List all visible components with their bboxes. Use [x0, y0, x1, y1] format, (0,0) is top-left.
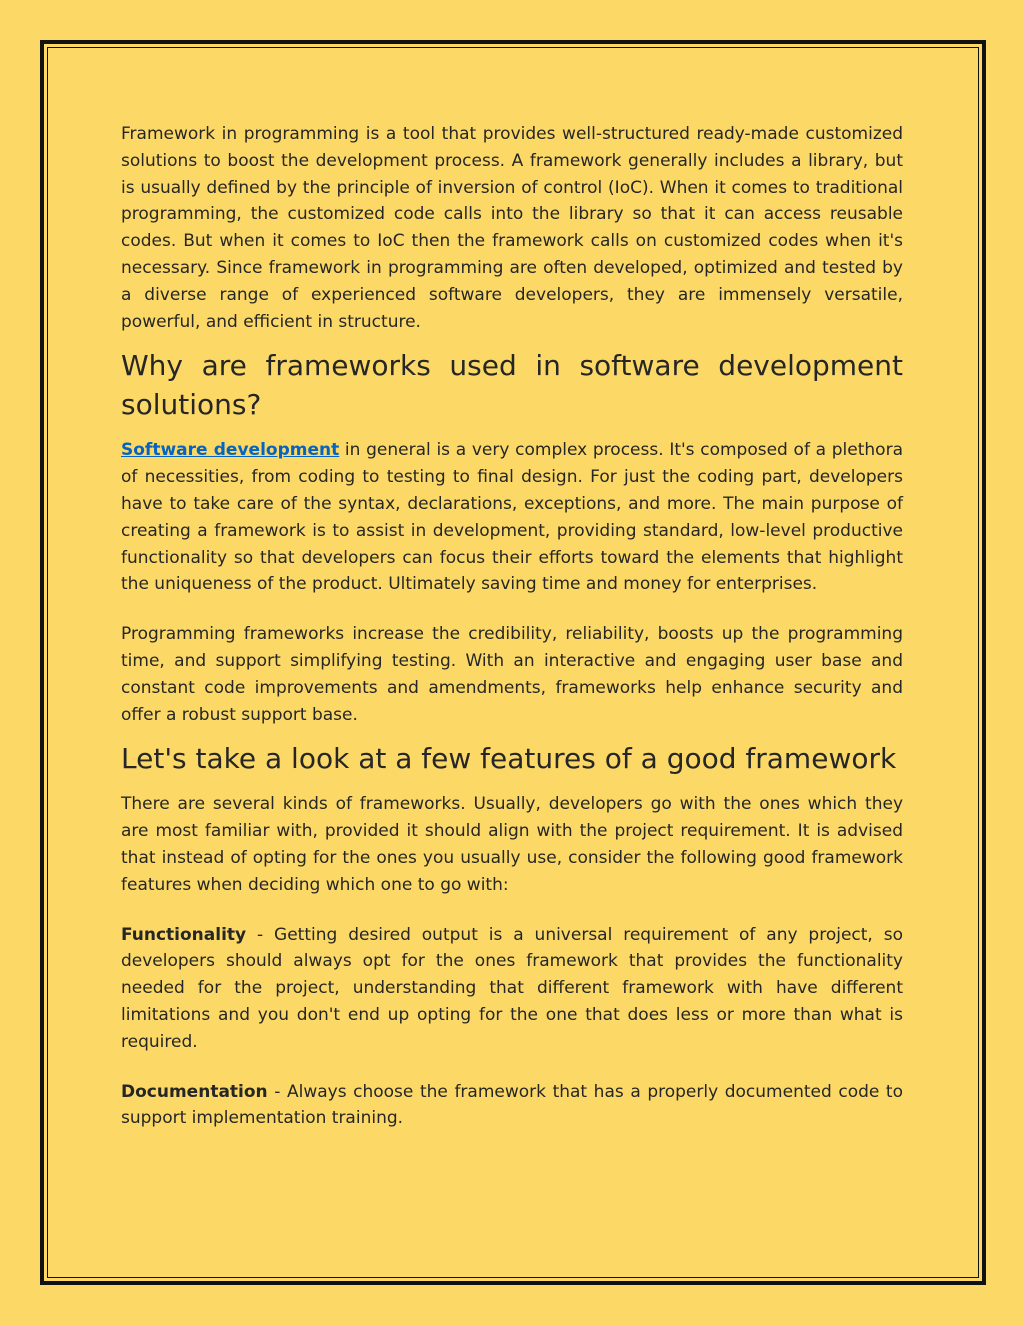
- software-development-link[interactable]: Software development: [121, 440, 340, 461]
- functionality-paragraph: [121, 922, 903, 1056]
- functionality-term: Functionality: [121, 924, 247, 945]
- documentation-paragraph: [121, 1079, 903, 1133]
- document-body: [121, 121, 903, 1132]
- section-heading-features: Let's take a look at a few features of a good framework: [121, 742, 897, 776]
- software-development-paragraph: [121, 437, 903, 598]
- intro-paragraph: Framework in programming is a tool that provides well-structured ready-made customized solutions to boost the development process. A framework generally includes a library, but is usually defined by the principle of inversion of control (IoC). When it comes to traditional programming, the customized code calls into the library so that it can access reusable codes. But when it comes to IoC then the framework calls on customized codes when it's necessary. Since framework in programming are often developed, optimized and tested by a diverse range of experienced software developers, they are immensely versatile, powerful, and efficient in structure.: [121, 124, 903, 332]
- documentation-text: - Always choose the framework that has a properly documented code to support implementation training.: [121, 1081, 903, 1129]
- section-heading-why-frameworks: Why are frameworks used in software development solutions?: [121, 349, 903, 422]
- programming-frameworks-paragraph: Programming frameworks increase the credibility, reliability, boosts up the programming time, and support simplifying testing. With an interactive and engaging user base and constant code improvements and amendments, frameworks help enhance security and offer a robust support base.: [121, 624, 903, 725]
- kinds-of-frameworks-paragraph: There are several kinds of frameworks. Usually, developers go with the ones which they are most familiar with, provided it should align with the project requirement. It is advised that instead of opting for the ones you usually use, consider the following good framework features when deciding which one to go with:: [121, 794, 903, 895]
- documentation-term: Documentation: [121, 1081, 268, 1102]
- software-development-paragraph-text: in general is a very complex process. It's composed of a plethora of necessities, from coding to testing to final design. For just the coding part, developers have to take care of the syntax, declarations, exceptions, and more. The main purpose of creating a framework is to assist in development, providing standard, low-level productive functionality so that developers can focus their efforts toward the elements that highlight the uniqueness of the product. Ultimately saving time and money for enterprises.: [121, 440, 903, 595]
- functionality-text: - Getting desired output is a universal requirement of any project, so developers should always opt for the ones framework that provides the functionality needed for the project, understanding that different framework with have different limitations and you don't end up opting for the one that does less or more than what is required.: [121, 924, 903, 1052]
